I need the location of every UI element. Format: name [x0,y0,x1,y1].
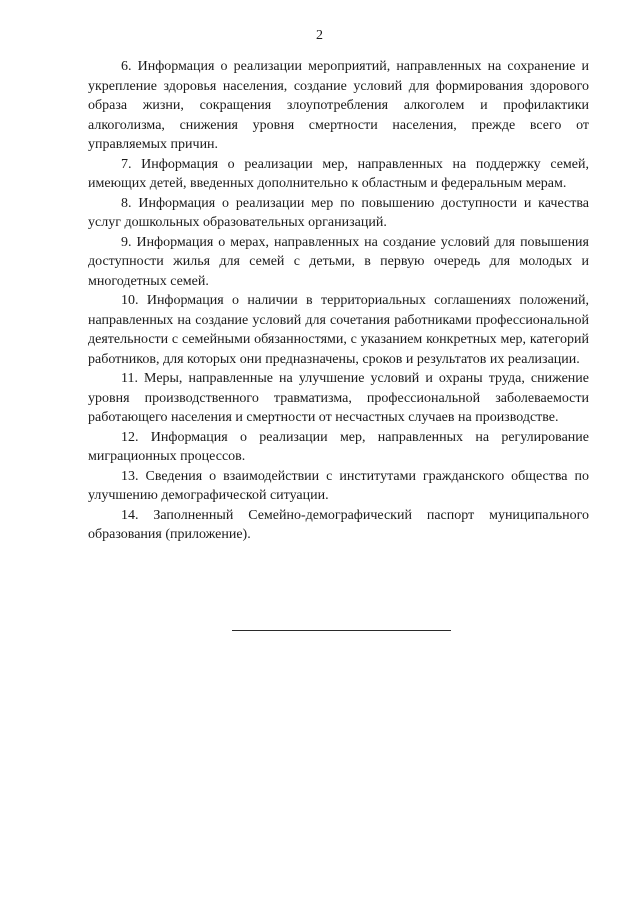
list-item: 11. Меры, направленные на улучшение условий и охраны труда, снижение уровня производственного травматизма, профессиональной заболеваемости работающего населения и смертности от несчастных случаев на производстве. [88,371,589,425]
page-number: 2 [316,28,323,43]
list-item: 12. Информация о реализации мер, направленных на регулирование миграционных процессов. [88,429,589,464]
closing-divider-line [232,630,451,631]
list-item: 9. Информация о мерах, направленных на создание условий для повышения доступности жилья для семей с детьми, в первую очередь для молодых и многодетных семей. [88,234,589,289]
list-item: 6. Информация о реализации мероприятий, направленных на сохранение и укрепление здоровья населения, создание условий для формирования здорового образа жизни, сокращения злоупотребления алкоголем и профилактики алкоголизма, снижения уровня смертности населения, прежде всего от управляемых причин. [88,59,589,152]
list-item: 10. Информация о наличии в территориальных соглашениях положений, направленных на создание условий для сочетания работниками профессиональной деятельности с семейными обязанностями, с указанием конкретных мер, категорий работников, для которых они предназначены, сроков и результатов их реализации. [88,293,589,367]
list-item: 7. Информация о реализации мер, направленных на поддержку семей, имеющих детей, введенных дополнительно к областным и федеральным мерам. [88,156,589,191]
document-body [88,57,589,545]
list-item: 13. Сведения о взаимодействии с институтами гражданского общества по улучшению демографической ситуации. [88,468,589,503]
list-item: 8. Информация о реализации мер по повышению доступности и качества услуг дошкольных образовательных организаций. [88,195,589,230]
list-item: 14. Заполненный Семейно-демографический паспорт муниципального образования (приложение). [88,507,589,542]
